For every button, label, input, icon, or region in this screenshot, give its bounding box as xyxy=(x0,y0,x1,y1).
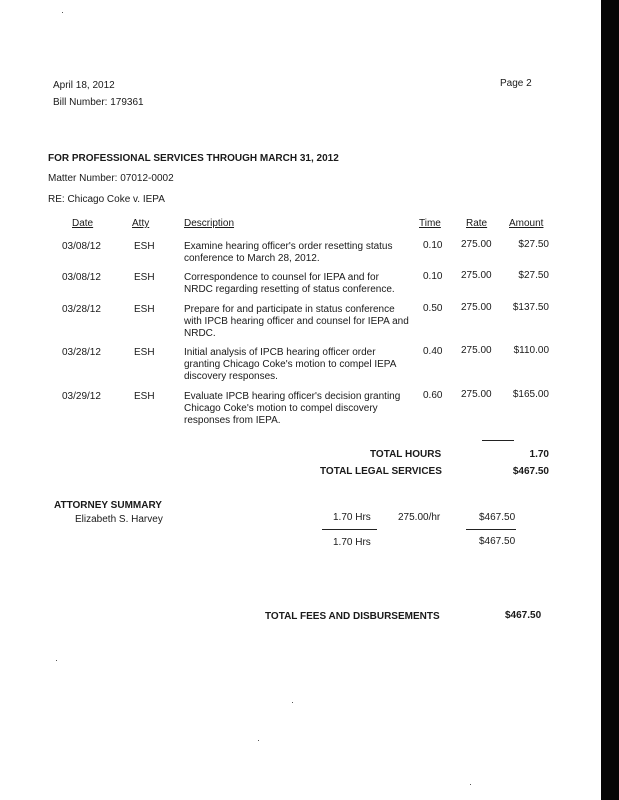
entry-date: 03/08/12 xyxy=(62,241,101,252)
entry-amount: $27.50 xyxy=(518,239,549,250)
total-hours-rule xyxy=(482,440,514,441)
summary-amount-rule xyxy=(466,529,516,530)
entry-rate: 275.00 xyxy=(461,270,492,281)
bill-number-label: Bill Number: xyxy=(53,97,108,108)
entry-atty: ESH xyxy=(134,391,155,402)
entry-atty: ESH xyxy=(134,347,155,358)
services-title: FOR PROFESSIONAL SERVICES THROUGH MARCH 31, 2012 xyxy=(48,153,339,164)
scan-edge-bar xyxy=(601,0,619,800)
col-time: Time xyxy=(419,218,441,229)
col-description: Description xyxy=(184,218,235,229)
col-atty: Atty xyxy=(132,218,150,229)
entry-time: 0.40 xyxy=(423,346,443,357)
entry-rate: 275.00 xyxy=(461,345,492,356)
entry-description: Evaluate IPCB hearing officer's decision granting Chicago Coke's motion to compel discovery responses from IEPA. xyxy=(184,391,401,426)
entry-atty: ESH xyxy=(134,272,155,283)
total-legal-services-label: TOTAL LEGAL SERVICES xyxy=(320,466,442,477)
entry-description: Examine hearing officer's order resetting status conference to March 28, 2012. xyxy=(184,241,393,264)
re-value: Chicago Coke v. IEPA xyxy=(67,194,165,205)
entry-rate: 275.00 xyxy=(461,389,492,400)
summary-hours-rule xyxy=(322,529,377,530)
entry-description: Initial analysis of IPCB hearing officer order granting Chicago Coke's motion to compel IEPA discovery responses. xyxy=(184,347,396,382)
entry-description: Correspondence to counsel for IEPA and for NRDC regarding resetting of status conference. xyxy=(184,272,395,295)
attorney-rate: 275.00/hr xyxy=(398,512,441,523)
re-label: RE: xyxy=(48,194,65,205)
matter-number-line xyxy=(48,173,174,184)
attorney-amount: $467.50 xyxy=(479,512,516,523)
entry-rate: 275.00 xyxy=(461,302,492,313)
page-number: Page 2 xyxy=(500,78,532,89)
entry-time: 0.50 xyxy=(423,303,443,314)
entry-atty: ESH xyxy=(134,241,155,252)
grand-total-label: TOTAL FEES AND DISBURSEMENTS xyxy=(265,611,440,622)
matter-number-label: Matter Number: xyxy=(48,173,118,184)
bill-number-value: 179361 xyxy=(110,97,144,108)
entry-atty: ESH xyxy=(134,304,155,315)
invoice-date: April 18, 2012 xyxy=(53,80,115,91)
entry-date: 03/28/12 xyxy=(62,304,101,315)
attorney-hours: 1.70 Hrs xyxy=(333,512,371,523)
entry-date: 03/08/12 xyxy=(62,272,101,283)
matter-number-value: 07012-0002 xyxy=(120,173,174,184)
summary-total-hours: 1.70 Hrs xyxy=(333,537,371,548)
entry-amount: $110.00 xyxy=(513,345,549,356)
entry-time: 0.60 xyxy=(423,390,443,401)
grand-total-value: $467.50 xyxy=(505,610,542,621)
col-amount: Amount xyxy=(509,218,544,229)
attorney-name: Elizabeth S. Harvey xyxy=(75,514,163,525)
re-line xyxy=(48,194,165,205)
scan-speck xyxy=(62,12,63,13)
entry-time: 0.10 xyxy=(423,240,443,251)
total-hours-label: TOTAL HOURS xyxy=(370,449,442,460)
entry-amount: $165.00 xyxy=(512,389,549,400)
entry-time: 0.10 xyxy=(423,271,443,282)
total-hours-value: 1.70 xyxy=(529,449,549,460)
entry-date: 03/28/12 xyxy=(62,347,101,358)
entry-description: Prepare for and participate in status conference with IPCB hearing officer and counsel for IEPA and NRDC. xyxy=(184,304,409,339)
col-rate: Rate xyxy=(466,218,488,229)
entry-date: 03/29/12 xyxy=(62,391,101,402)
entry-rate: 275.00 xyxy=(461,239,492,250)
summary-total-amount: $467.50 xyxy=(479,536,516,547)
entry-amount: $27.50 xyxy=(518,270,549,281)
attorney-summary-title: ATTORNEY SUMMARY xyxy=(54,500,162,511)
scan-speck xyxy=(470,784,471,785)
scan-speck xyxy=(292,702,293,703)
entry-amount: $137.50 xyxy=(512,302,549,313)
scan-speck xyxy=(56,660,57,661)
col-date: Date xyxy=(72,218,94,229)
bill-number-line xyxy=(53,97,144,108)
scan-speck xyxy=(258,740,259,741)
total-legal-services-value: $467.50 xyxy=(512,466,549,477)
